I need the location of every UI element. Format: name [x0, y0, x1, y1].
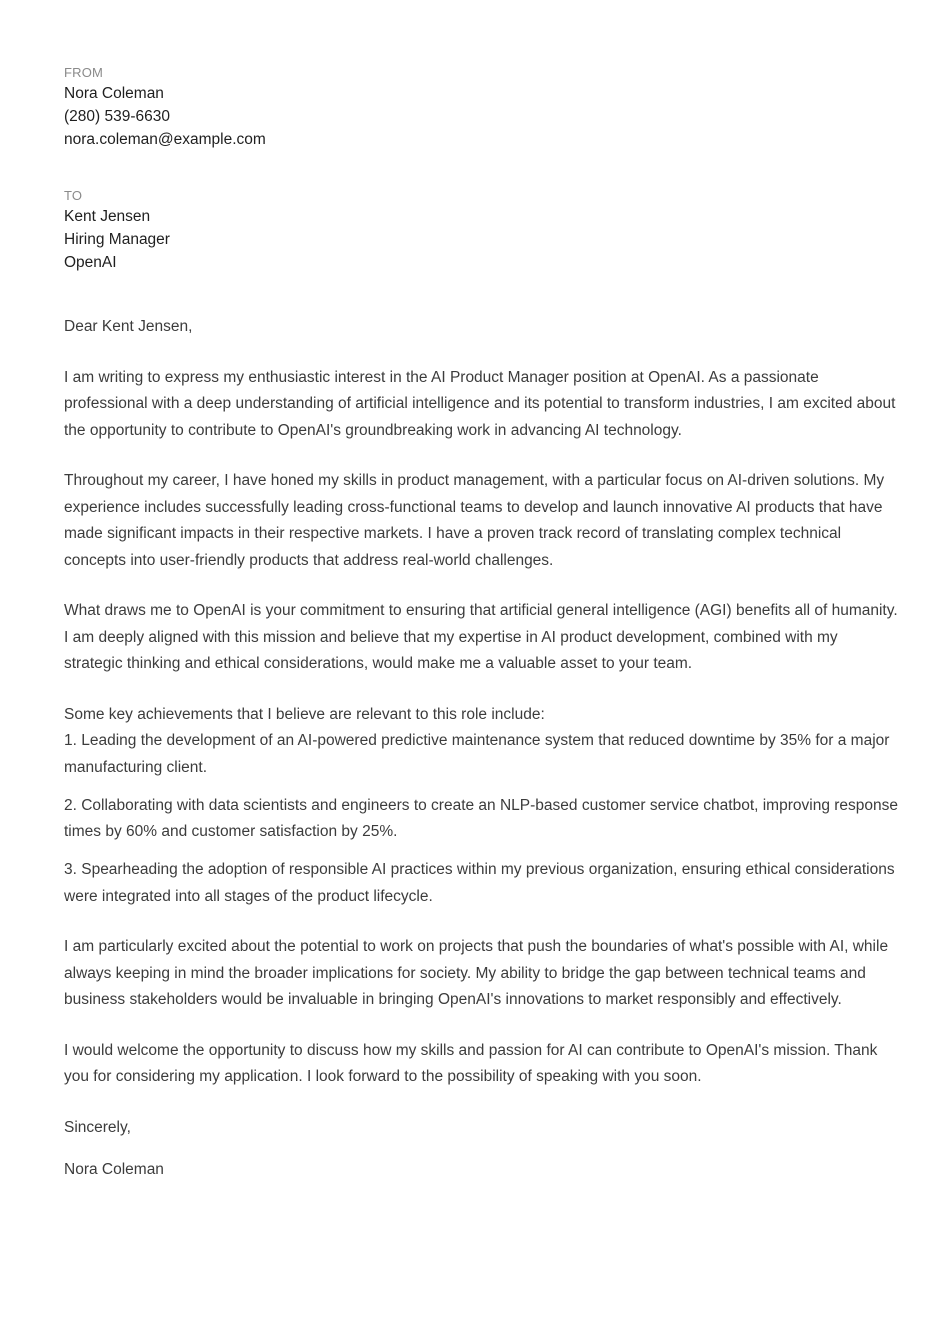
from-label: FROM — [64, 65, 104, 80]
body-paragraph: I am writing to express my enthusiastic interest in the AI Product Manager position at OpenAI. As a passionate professional with a deep understanding of artificial intelligence and its potential to transform industries, I am excited about the opportunity to contribute to OpenAI's groundbreaking work in advancing AI technology. — [64, 368, 896, 439]
achievement-item: 3. Spearheading the adoption of responsible AI practices within my previous organization, ensuring ethical considerations were integrated into all stages of the product lifecycle. — [64, 861, 895, 905]
body-paragraph: I would welcome the opportunity to discuss how my skills and passion for AI can contribute to OpenAI's mission. Thank you for considering my application. I look forward to the possibility of speaking with you soon. — [64, 1041, 878, 1085]
sender-block — [64, 64, 899, 151]
cover-letter — [64, 64, 899, 1199]
greeting: Dear Kent Jensen, — [64, 318, 193, 335]
sender-phone: (280) 539-6630 — [64, 108, 170, 125]
recipient-block — [64, 187, 899, 274]
recipient-company: OpenAI — [64, 254, 117, 271]
body-paragraph: I am particularly excited about the potential to work on projects that push the boundaries of what's possible with AI, while always keeping in mind the broader implications for society. My ability to bridge the gap between technical teams and business stakeholders would be invaluable in bringing OpenAI's innovations to market responsibly and effectively. — [64, 938, 889, 1008]
signature: Nora Coleman — [64, 1160, 164, 1178]
recipient-name: Kent Jensen — [64, 208, 151, 225]
sender-email: nora.coleman@example.com — [64, 131, 266, 148]
body-paragraph: What draws me to OpenAI is your commitment to ensuring that artificial general intelligence (AGI) benefits all of humanity. I am deeply aligned with this mission and believe that my expertise in AI product development, combined with my strategic thinking and ethical considerations, would make me a valuable asset to your team. — [64, 602, 898, 672]
body-paragraph: Some key achievements that I believe are relevant to this role include: — [64, 705, 545, 723]
recipient-title: Hiring Manager — [64, 231, 170, 248]
to-label: TO — [64, 188, 83, 203]
achievement-item: 1. Leading the development of an AI-powered predictive maintenance system that reduced downtime by 35% for a major manufacturing client. — [64, 732, 890, 776]
closing: Sincerely, — [64, 1118, 131, 1136]
body-paragraph: Throughout my career, I have honed my skills in product management, with a particular focus on AI-driven solutions. My experience includes successfully leading cross-functional teams to develop and launch innovative AI products that have made significant impacts in their respective markets. I have a proven track record of translating complex technical concepts into user-friendly products that address real-world challenges. — [64, 472, 885, 569]
sender-name: Nora Coleman — [64, 85, 164, 102]
achievement-item: 2. Collaborating with data scientists and engineers to create an NLP-based customer service chatbot, improving response times by 60% and customer satisfaction by 25%. — [64, 796, 899, 840]
